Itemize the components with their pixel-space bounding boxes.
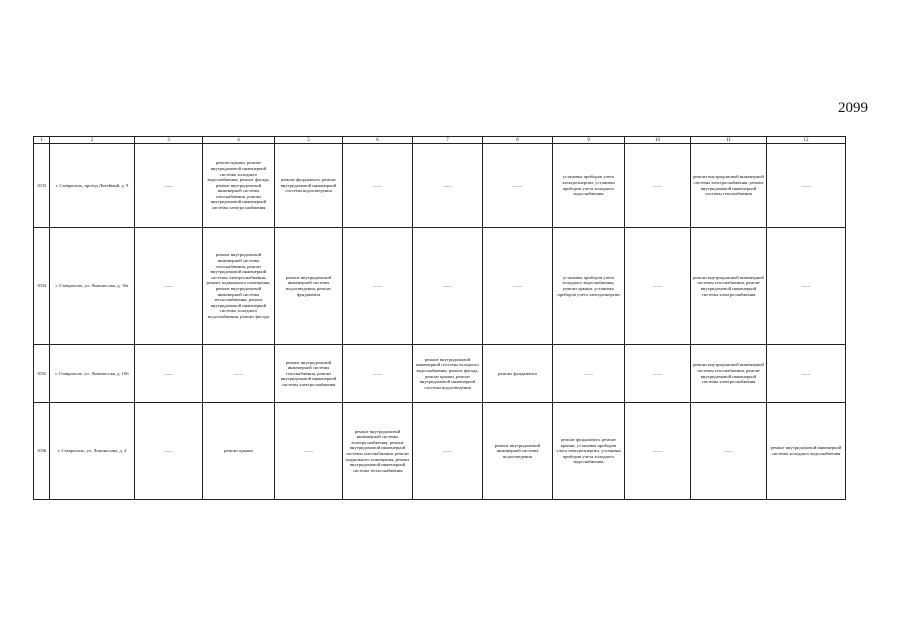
table-cell: —— [413,228,483,345]
table-cell: —— [343,228,413,345]
column-header: 7 [413,137,483,144]
column-header: 6 [343,137,413,144]
column-header: 12 [767,137,846,144]
table-cell: —— [625,228,691,345]
row-number: 1036 [34,403,50,500]
column-header: 1 [34,137,50,144]
table-row [34,403,846,500]
column-header: 10 [625,137,691,144]
table-cell: ремонт внутридомовой инженерной системы водоотведения, ремонт фундамента [275,228,343,345]
table-cell: —— [343,345,413,403]
address-cell: г. Ставрополь, ул. Ломоносова, д. 10а [50,228,135,345]
table-cell: —— [767,144,846,228]
address-cell: г. Ставрополь, ул. Ломоносова, д. 10б [50,345,135,403]
table-cell: —— [135,144,203,228]
table-row [34,144,846,228]
table-cell: —— [625,403,691,500]
address-cell: г. Ставрополь, ул. Ломоносова, д. 2 [50,403,135,500]
row-number: 1035 [34,345,50,403]
table-cell: ремонт крыши [203,403,275,500]
table-cell: ремонт внутридомовой инженерной системы газоснабжения, ремонт внутридомовой инженерной системы электроснабжения [275,345,343,403]
column-header: 3 [135,137,203,144]
table-cell: ремонт внутридомовой инженерной системы холодного водоснабжения [767,403,846,500]
table-cell: —— [413,144,483,228]
table-cell: ремонт внутридомовой инженерной системы электроснабжения, ремонт внутридомовой инженерной системы газоснабжения [691,144,767,228]
table-cell: —— [135,345,203,403]
row-number: 1034 [34,228,50,345]
table-cell: —— [483,144,553,228]
table-cell: ремонт фундамента, ремонт внутридомовой инженерной системы водоотведения [275,144,343,228]
repair-schedule-table [33,136,846,500]
table-cell: —— [203,345,275,403]
table-cell: ремонт внутридомовой инженерной системы холодного водоснабжения, ремонт фасада, ремонт крыши, ремонт внутридомовой инженерной системы водоотведения [413,345,483,403]
table-cell: —— [553,345,625,403]
table-cell: —— [625,345,691,403]
column-number-row [34,137,846,144]
table-cell: —— [343,144,413,228]
table-cell: —— [413,403,483,500]
table-cell: —— [767,345,846,403]
address-cell: г. Ставрополь, проезд Литейный, д. 9 [50,144,135,228]
table-cell: ремонт внутридомовой инженерной системы водоотведения [483,403,553,500]
page-number: 2099 [838,100,868,116]
table-cell: —— [767,228,846,345]
table-cell: —— [625,144,691,228]
column-header: 11 [691,137,767,144]
column-header: 4 [203,137,275,144]
table-cell: —— [135,228,203,345]
table-cell: ремонт фундамента [483,345,553,403]
table-cell: —— [483,228,553,345]
table-cell: ремонт внутридомовой инженерной системы газоснабжения, ремонт внутридомовой инженерной системы электроснабжения, ремонт подвального помещения, ремонт внутридомовой инженерной системы теплоснабжения, ремонт внутридомовой инженерной системы холодного водоснабжения, ремонт фасада [203,228,275,345]
table-cell: ремонт внутридомовой инженерной системы электроснабжения, ремонт внутридомовой инженерной системы газоснабжения, ремонт подвального помещения, ремонт внутридомовой инженерной системы теплоснабжения [343,403,413,500]
column-header: 9 [553,137,625,144]
table-cell: —— [135,403,203,500]
column-header: 2 [50,137,135,144]
table-cell: —— [275,403,343,500]
table-cell: ремонт внутридомовой инженерной системы газоснабжения, ремонт внутридомовой инженерной системы электроснабжения [691,345,767,403]
table-row [34,228,846,345]
table-cell: установка приборов учета электроэнергии, установка приборов учета холодного водоснабжения [553,144,625,228]
table-cell: ремонт крыши, ремонт внутридомовой инженерной системы холодного водоснабжения, ремонт фасада, ремонт внутридомовой инженерной системы газоснабжения, ремонт внутридомовой инженерной системы электроснабжения [203,144,275,228]
table-row [34,345,846,403]
column-header: 8 [483,137,553,144]
table-cell: ремонт фундамента, ремонт крыши, установка приборов учета электроэнергии, установка приборов учета холодного водоснабжения [553,403,625,500]
table-cell: установка приборов учета холодного водоснабжения, ремонт крыши, установка приборов учета электроэнергии [553,228,625,345]
row-number: 1033 [34,144,50,228]
table-cell: ремонт внутридомовой инженерной системы газоснабжения, ремонт внутридомовой инженерной системы электроснабжения [691,228,767,345]
column-header: 5 [275,137,343,144]
table-cell: —— [691,403,767,500]
